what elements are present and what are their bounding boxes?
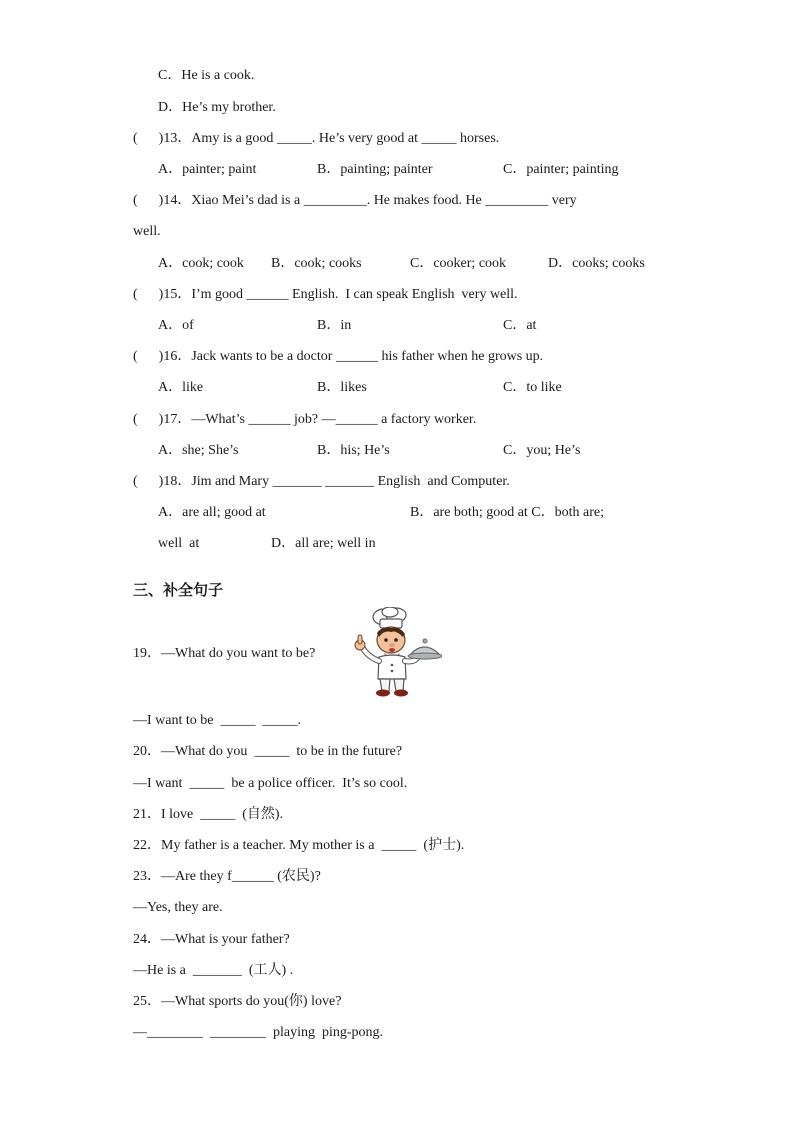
chef-icon (346, 607, 442, 699)
q16-stem: ( )16．Jack wants to be a doctor ______ his father when he grows up. (133, 349, 544, 364)
q14-option-a: A．cook; cook (158, 256, 244, 271)
q21-question: 21．I love _____ (自然). (133, 807, 284, 822)
q24-question: 24．—What is your father? (133, 932, 290, 947)
q14-option-b: B．cook; cooks (271, 256, 362, 271)
q18-option-c-cont: well at (158, 536, 200, 551)
q25-answer: —________ ________ playing ping-pong. (133, 1025, 384, 1040)
q15-option-a: A．of (158, 318, 194, 333)
q12-option-d: D．He’s my brother. (158, 100, 276, 115)
q15-stem: ( )15．I’m good ______ English. I can speak English very well. (133, 287, 518, 302)
q17-stem: ( )17．—What’s ______ job? —______ a factory worker. (133, 412, 477, 427)
q14-option-c: C．cooker; cook (410, 256, 507, 271)
q14-stem-cont: well. (133, 224, 161, 239)
q19-question: 19．—What do you want to be? (133, 646, 316, 661)
q22-question: 22．My father is a teacher. My mother is a _____ (护士). (133, 838, 465, 853)
q23-answer: —Yes, they are. (133, 900, 223, 915)
q17-option-a: A．she; She’s (158, 443, 239, 458)
q14-stem: ( )14．Xiao Mei’s dad is a _________. He makes food. He _________ very (133, 193, 577, 208)
q25-question: 25．—What sports do you(你) love? (133, 994, 342, 1009)
q13-option-c: C．painter; painting (503, 162, 619, 177)
q13-option-a: A．painter; paint (158, 162, 257, 177)
q16-option-a: A．like (158, 380, 204, 395)
q16-option-b: B．likes (317, 380, 367, 395)
q13-stem: ( )13．Amy is a good _____. He’s very good at _____ horses. (133, 131, 500, 146)
q16-option-c: C．to like (503, 380, 562, 395)
q12-option-c: C．He is a cook. (158, 68, 255, 83)
q18-option-bc: B．are both; good at C．both are; (410, 505, 605, 520)
q14-option-d: D．cooks; cooks (548, 256, 645, 271)
q17-option-b: B．his; He’s (317, 443, 390, 458)
q15-option-c: C．at (503, 318, 537, 333)
q23-question: 23．—Are they f______ (农民)? (133, 869, 321, 884)
q18-stem: ( )18．Jim and Mary _______ _______ English and Computer. (133, 474, 510, 489)
section-3-title: 三、补全句子 (133, 581, 224, 599)
q18-option-a: A．are all; good at (158, 505, 266, 520)
q20-question: 20．—What do you _____ to be in the future? (133, 744, 403, 759)
q18-option-d: D．all are; well in (271, 536, 376, 551)
q13-option-b: B．painting; painter (317, 162, 433, 177)
q17-option-c: C．you; He’s (503, 443, 581, 458)
q15-option-b: B．in (317, 318, 352, 333)
q24-answer: —He is a _______ (工人) . (133, 963, 294, 978)
q20-answer: —I want _____ be a police officer. It’s so cool. (133, 776, 408, 791)
q19-answer: —I want to be _____ _____. (133, 713, 301, 728)
